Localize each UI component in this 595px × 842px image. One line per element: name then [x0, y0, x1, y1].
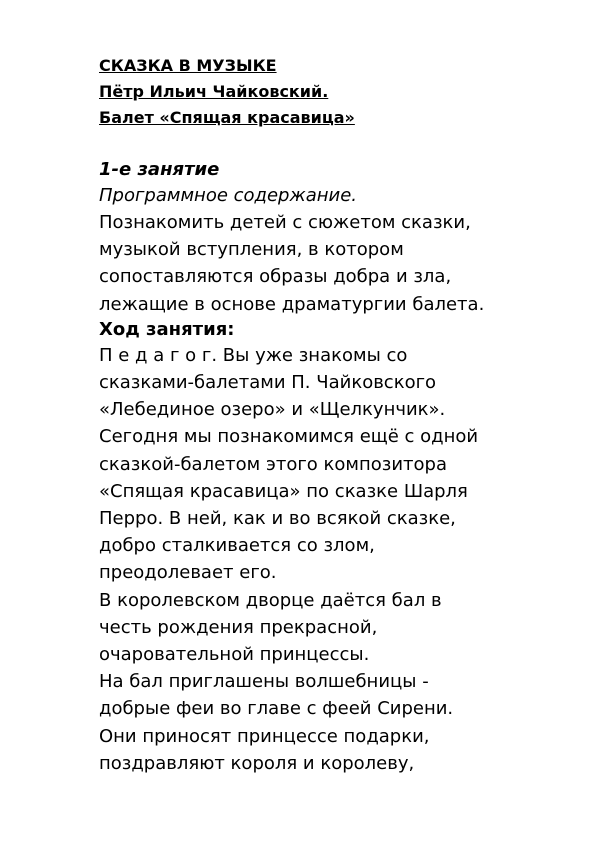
text-line: преодолевает его. — [99, 562, 277, 584]
composer-name: Пётр Ильич Чайковский. — [99, 82, 329, 101]
text-line: добро сталкивается со злом, — [99, 535, 375, 557]
text-line: очаровательной принцессы. — [99, 644, 370, 666]
goal-line: сопоставляются образы добра и зла, — [99, 266, 452, 288]
lesson-title: 1-е занятие — [99, 159, 220, 180]
program-label: Программное содержание. — [99, 185, 357, 206]
text-line: Сегодня мы познакомимся ещё с одной — [99, 426, 479, 448]
text-line: сказкой-балетом этого композитора — [99, 453, 447, 475]
goal-line: Познакомить детей с сюжетом сказки, — [99, 212, 471, 233]
lesson-flow-label: Ход занятия: — [99, 318, 235, 340]
text-line: Они приносят принцессе подарки, — [99, 725, 430, 747]
text-line: На бал приглашены волшебницы - — [99, 671, 429, 693]
text-line: поздравляют короля и королеву, — [99, 752, 415, 774]
text-line: добрые феи во главе с феей Сирени. — [99, 698, 454, 720]
text-line: сказками-балетами П. Чайковского — [99, 372, 437, 394]
text-line: честь рождения прекрасной, — [99, 616, 378, 638]
text-line: Перро. В ней, как и во всякой сказке, — [99, 508, 456, 530]
text-line: В королевском дворце даётся бал в — [99, 589, 442, 611]
goal-line: лежащие в основе драматургии балета. — [99, 293, 485, 315]
text-line: «Лебединое озеро» и «Щелкунчик». — [99, 399, 446, 421]
text-line: П е д а г о г. Вы уже знакомы со — [99, 344, 408, 366]
ballet-title: Балет «Спящая красавица» — [99, 108, 355, 127]
section-spacer — [99, 131, 555, 157]
document-title: СКАЗКА В МУЗЫКЕ — [99, 56, 277, 75]
text-line: «Спящая красавица» по сказке Шарля — [99, 480, 468, 502]
goal-line: музыкой вступления, в котором — [99, 239, 404, 261]
